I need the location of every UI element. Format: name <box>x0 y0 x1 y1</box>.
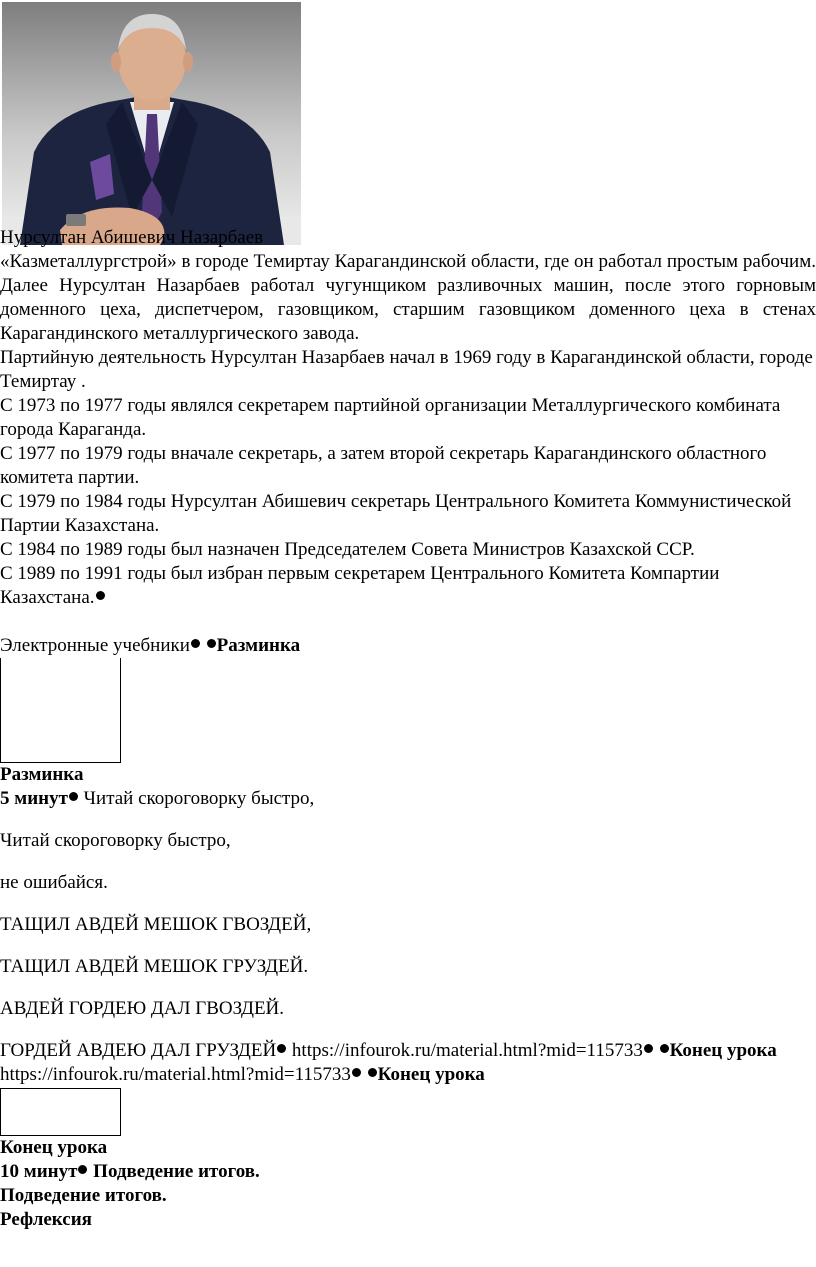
lesson-end-image-frame <box>0 1088 121 1136</box>
bullet-icon <box>352 1068 361 1077</box>
bullet-icon <box>69 792 78 801</box>
lesson-end-link[interactable]: Конец урока <box>377 1064 485 1085</box>
tongue-twister-line: ТАЩИЛ АВДЕЙ МЕШОК ГРУЗДЕЙ. <box>0 956 309 977</box>
ebooks-link[interactable]: Электронные учебники <box>0 635 190 656</box>
bio-party: Партийную деятельность Нурсултан Назарбаев начал в 1969 году в Карагандинской области, городе Темиртау . <box>0 347 813 392</box>
portrait-photo <box>2 2 301 245</box>
bio-1977: С 1977 по 1979 годы вначале секретарь, а затем второй секретарь Карагандинского областного комитета партии. <box>0 443 767 488</box>
bio-1973: С 1973 по 1977 годы являлся секретарем партийной организации Металлургического комбината города Караганда. <box>0 395 781 440</box>
lesson-end-link[interactable]: Конец урока <box>669 1040 777 1061</box>
warmup-title: Разминка <box>0 764 84 785</box>
lesson-end-duration-row <box>0 1160 816 1184</box>
document-body <box>0 226 816 1232</box>
bullet-icon <box>96 591 105 600</box>
tongue-twister-last: ГОРДЕЙ АВДЕЮ ДАЛ ГРУЗДЕЙ <box>0 1040 277 1061</box>
bio-1989-text: С 1989 по 1991 годы был избран первым секретарем Центрального Комитета Компартии Казахстана. <box>0 563 720 608</box>
bullet-icon <box>660 1044 669 1053</box>
bio-1989 <box>0 562 816 610</box>
tongue-twister-line: АВДЕЙ ГОРДЕЮ ДАЛ ГВОЗДЕЙ. <box>0 998 285 1019</box>
man-portrait-illustration <box>2 2 301 245</box>
warmup-image-frame <box>0 658 121 763</box>
bio-intro: «Казметаллургстрой» в городе Темиртау Карагандинской области, где он работал простым рабочим. Далее Нурсултан Назарбаев работал чугунщиком разливочных машин, после этого горновым доменного цеха, диспетчером, газовщиком, старшим газовщиком доменного цеха в стенах Карагандинского металлургического завода. <box>0 251 816 344</box>
warmup-duration-row <box>0 787 816 811</box>
warmup-intro: Читай скороговорку быстро, <box>83 788 315 809</box>
tongue-twister-last-row <box>0 1039 816 1063</box>
bullet-icon <box>277 1044 286 1053</box>
material-link[interactable]: https://infourok.ru/material.html?mid=115733 <box>0 1064 351 1085</box>
material-link[interactable]: https://infourok.ru/material.html?mid=115733 <box>291 1040 643 1061</box>
reflection-title: Рефлексия <box>0 1209 92 1230</box>
bullet-icon <box>207 639 216 648</box>
ebooks-row <box>0 634 816 658</box>
tongue-twister-line: не ошибайся. <box>0 872 108 893</box>
bullet-icon <box>78 1165 87 1174</box>
bullet-icon <box>191 639 200 648</box>
warmup-duration: 5 минут <box>0 788 68 809</box>
tongue-twister-line: Читай скороговорку быстро, <box>0 830 231 851</box>
bio-1984: С 1984 по 1989 годы был назначен Председателем Совета Министров Казахской ССР. <box>0 539 695 560</box>
lesson-end-duration: 10 минут <box>0 1161 78 1182</box>
url-row <box>0 1063 816 1087</box>
photo-caption: Нурсултан Абишевич Назарбаев <box>0 227 264 248</box>
summary-title: Подведение итогов. <box>0 1185 167 1206</box>
bullet-icon <box>644 1044 653 1053</box>
summary-label: Подведение итогов. <box>93 1161 260 1182</box>
bio-1979: С 1979 по 1984 годы Нурсултан Абишевич секретарь Центрального Комитета Коммунистической Партии Казахстана. <box>0 491 792 536</box>
tongue-twister-line: ТАЩИЛ АВДЕЙ МЕШОК ГВОЗДЕЙ, <box>0 914 312 935</box>
warmup-link[interactable]: Разминка <box>216 635 301 656</box>
bullet-icon <box>368 1068 377 1077</box>
lesson-end-title: Конец урока <box>0 1137 108 1158</box>
